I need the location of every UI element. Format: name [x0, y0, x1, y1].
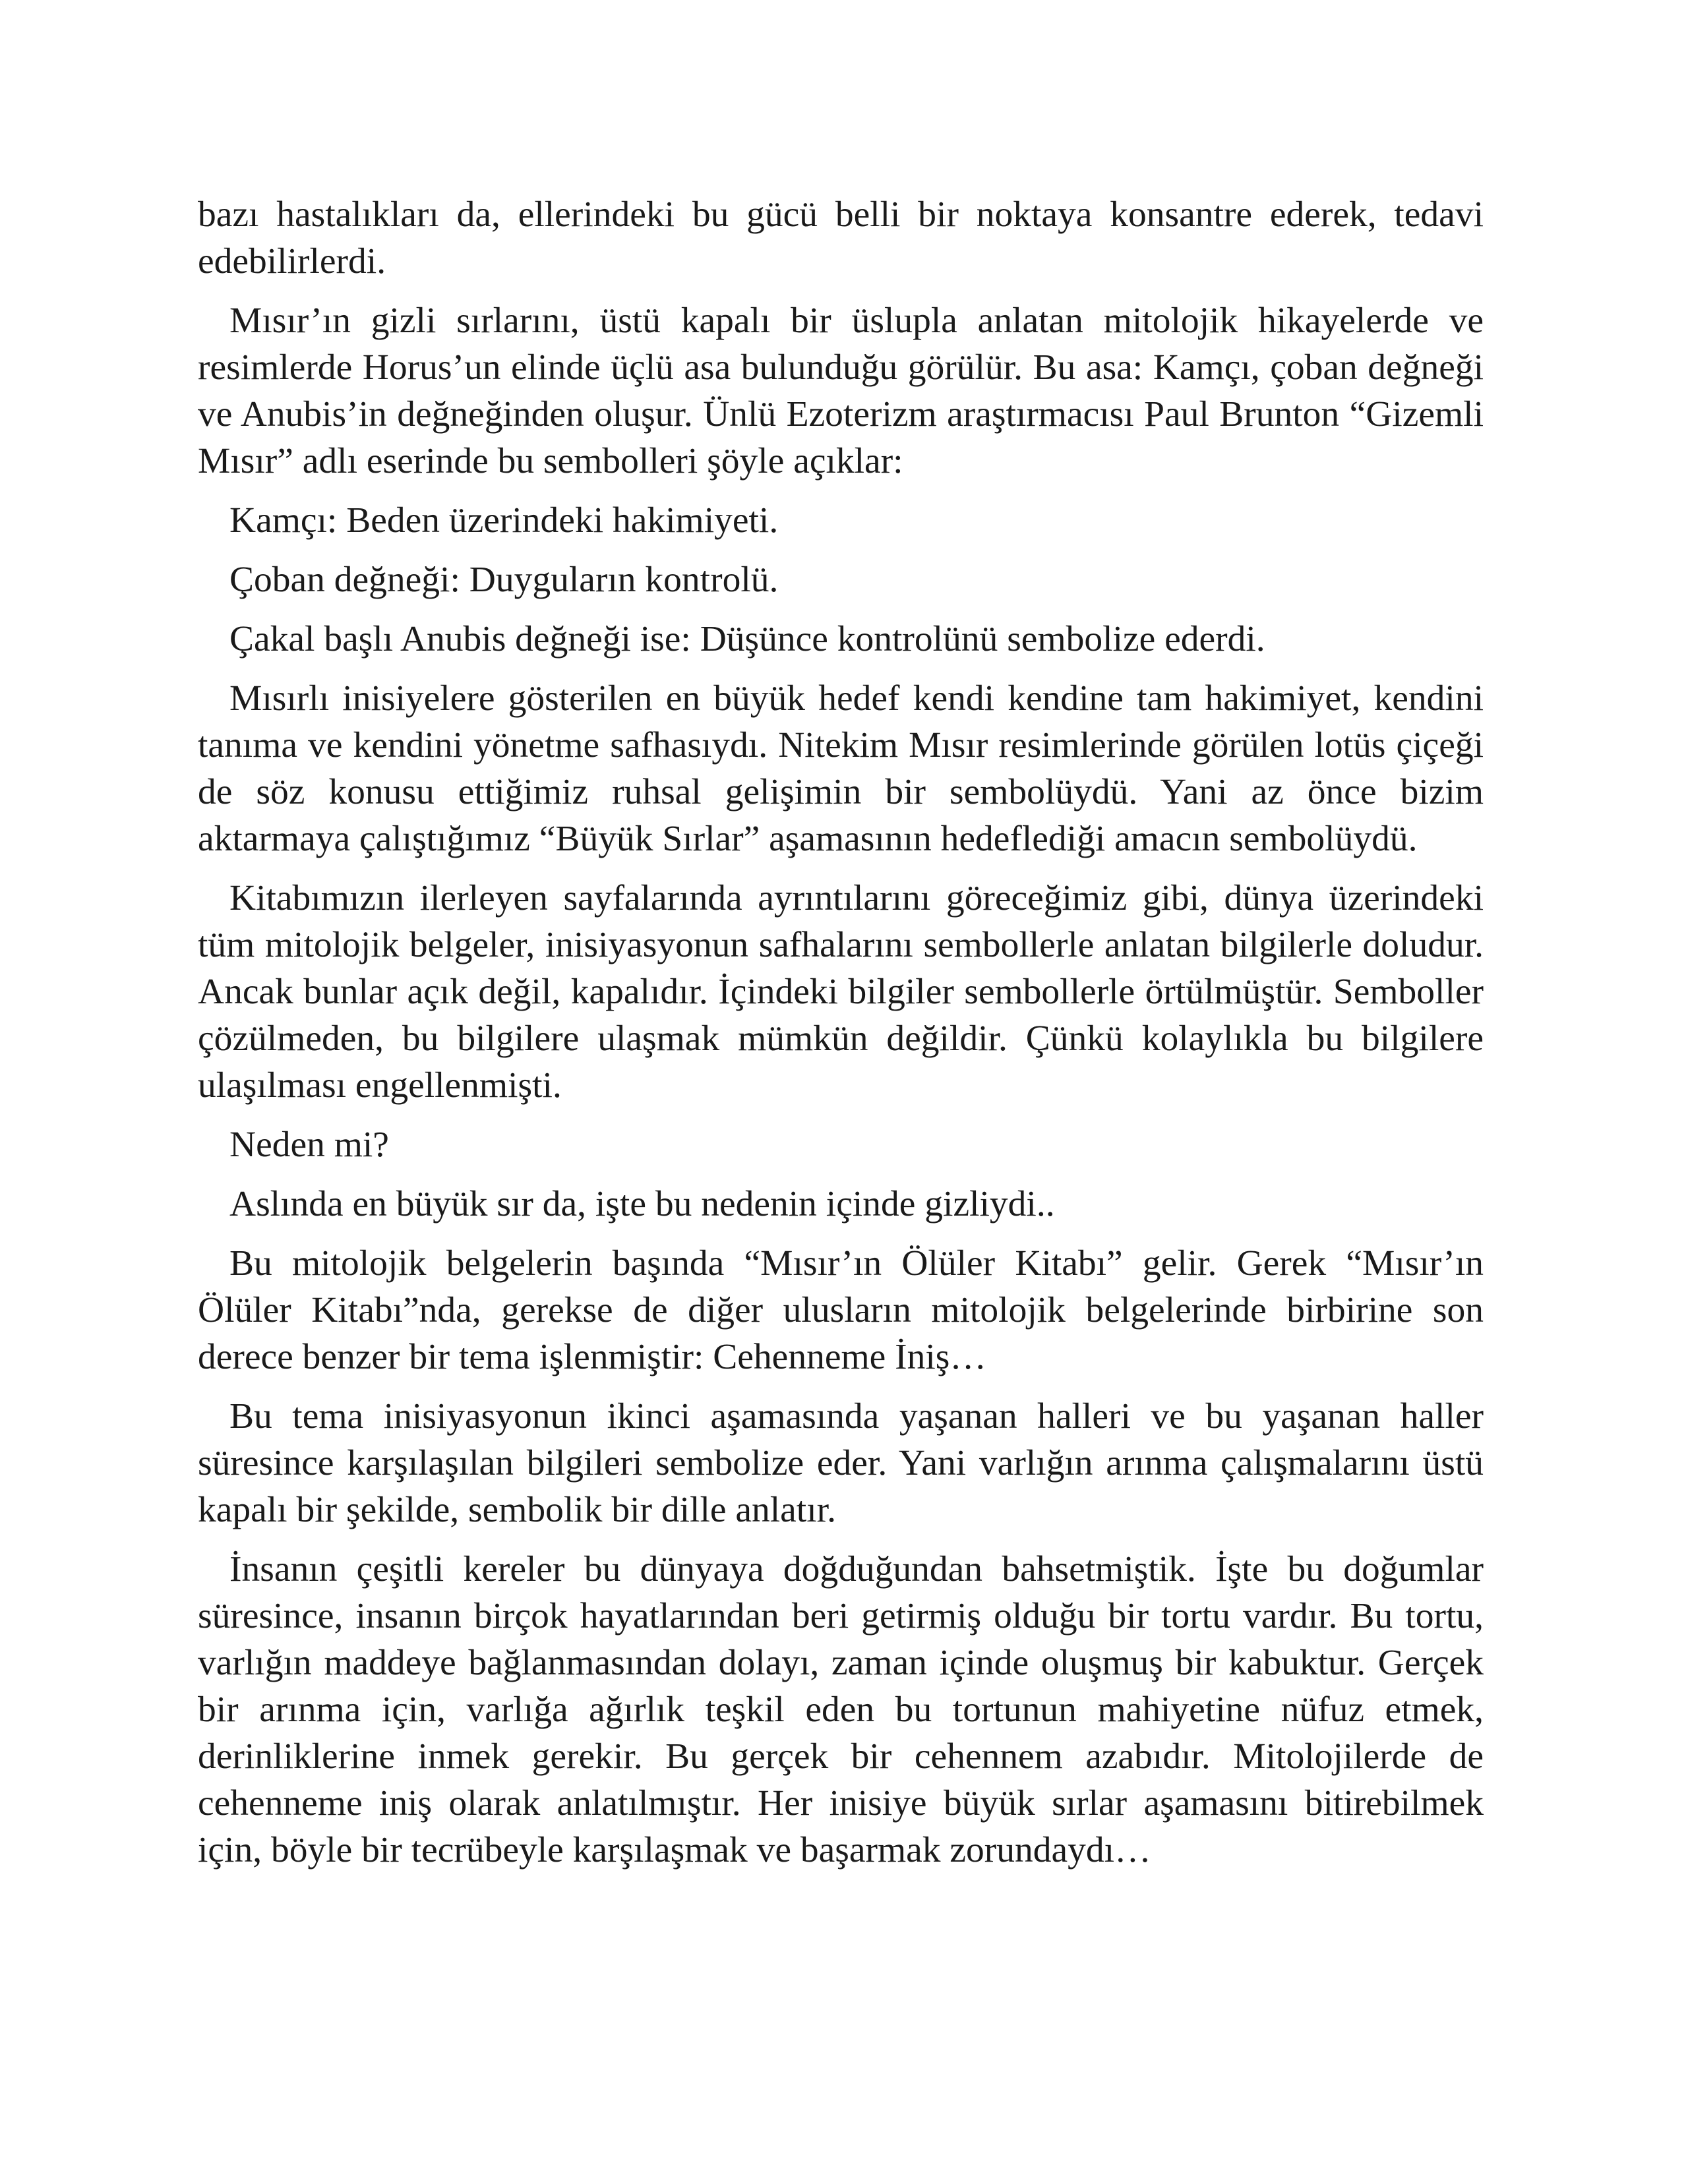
list-line: Çakal başlı Anubis değneği ise: Düşünce kontrolünü sembolize ederdi. — [229, 619, 1265, 659]
paragraph: İnsanın çeşitli kereler bu dünyaya doğduğundan bahsetmiştik. İşte bu doğumlar süresince, insanın birçok hayatlarından beri getirmiş olduğu bir tortu vardır. Bu tortu, varlığın maddeye bağlanmasından dolayı, zaman içinde oluşmuş bir kabuktur. Gerçek bir arınma için, varlığa ağırlık teşkil eden bu tortunun mahiyetine nüfuz etmek, derinliklerine inmek gerekir. Bu gerçek bir cehennem azabıdır. Mitolojilerde de cehenneme iniş olarak anlatılmıştır. Her inisiye büyük sırlar aşamasını bitirebilmek için, böyle bir tecrübeyle karşılaşmak ve başarmak zorundaydı… — [198, 1549, 1484, 1870]
list-line: Kamçı: Beden üzerindeki hakimiyeti. — [229, 500, 779, 541]
list-line: Çoban değneği: Duyguların kontrolü. — [229, 560, 779, 600]
paragraph: Neden mi? — [229, 1125, 389, 1165]
paragraph: Bu mitolojik belgelerin başında “Mısır’ın Ölüler Kitabı” gelir. Gerek “Mısır’ın Ölüler Kitabı”nda, gerekse de diğer ulusların mitolojik belgelerinde birbirine son derece benzer bir tema işlenmiştir: Cehenneme İniş… — [198, 1243, 1484, 1377]
paragraph: Kitabımızın ilerleyen sayfalarında ayrıntılarını göreceğimiz gibi, dünya üzerindeki tüm mitolojik belgeler, inisiyasyonun safhalarını sembollerle anlatan bilgilerle doludur. Ancak bunlar açık değil, kapalıdır. İçindeki bilgiler sembollerle örtülmüştür. Semboller çözülmeden, bu bilgilere ulaşmak mümkün değildir. Çünkü kolaylıkla bu bilgilere ulaşılması engellenmişti. — [198, 878, 1484, 1106]
paragraph: bazı hastalıkları da, ellerindeki bu gücü belli bir noktaya konsantre ederek, tedavi edebilirlerdi. — [198, 194, 1484, 281]
book-page — [198, 191, 1484, 1886]
paragraph: Bu tema inisiyasyonun ikinci aşamasında yaşanan halleri ve bu yaşanan haller süresince karşılaşılan bilgileri sembolize eder. Yani varlığın arınma çalışmalarını üstü kapalı bir şekilde, sembolik bir dille anlatır. — [198, 1396, 1484, 1530]
paragraph: Mısır’ın gizli sırlarını, üstü kapalı bir üslupla anlatan mitolojik hikayelerde ve resimlerde Horus’un elinde üçlü asa bulunduğu görülür. Bu asa: Kamçı, çoban değneği ve Anubis’in değneğinden oluşur. Ünlü Ezoterizm araştırmacısı Paul Brunton “Gizemli Mısır” adlı eserinde bu sembolleri şöyle açıklar: — [198, 301, 1484, 481]
paragraph: Aslında en büyük sır da, işte bu nedenin içinde gizliydi.. — [229, 1184, 1055, 1224]
paragraph: Mısırlı inisiyelere gösterilen en büyük hedef kendi kendine tam hakimiyet, kendini tanıma ve kendini yönetme safhasıydı. Nitekim Mısır resimlerinde görülen lotüs çiçeği de söz konusu ettiğimiz ruhsal gelişimin bir sembolüydü. Yani az önce bizim aktarmaya çalıştığımız “Büyük Sırlar” aşamasının hedeflediği amacın sembolüydü. — [198, 678, 1484, 859]
